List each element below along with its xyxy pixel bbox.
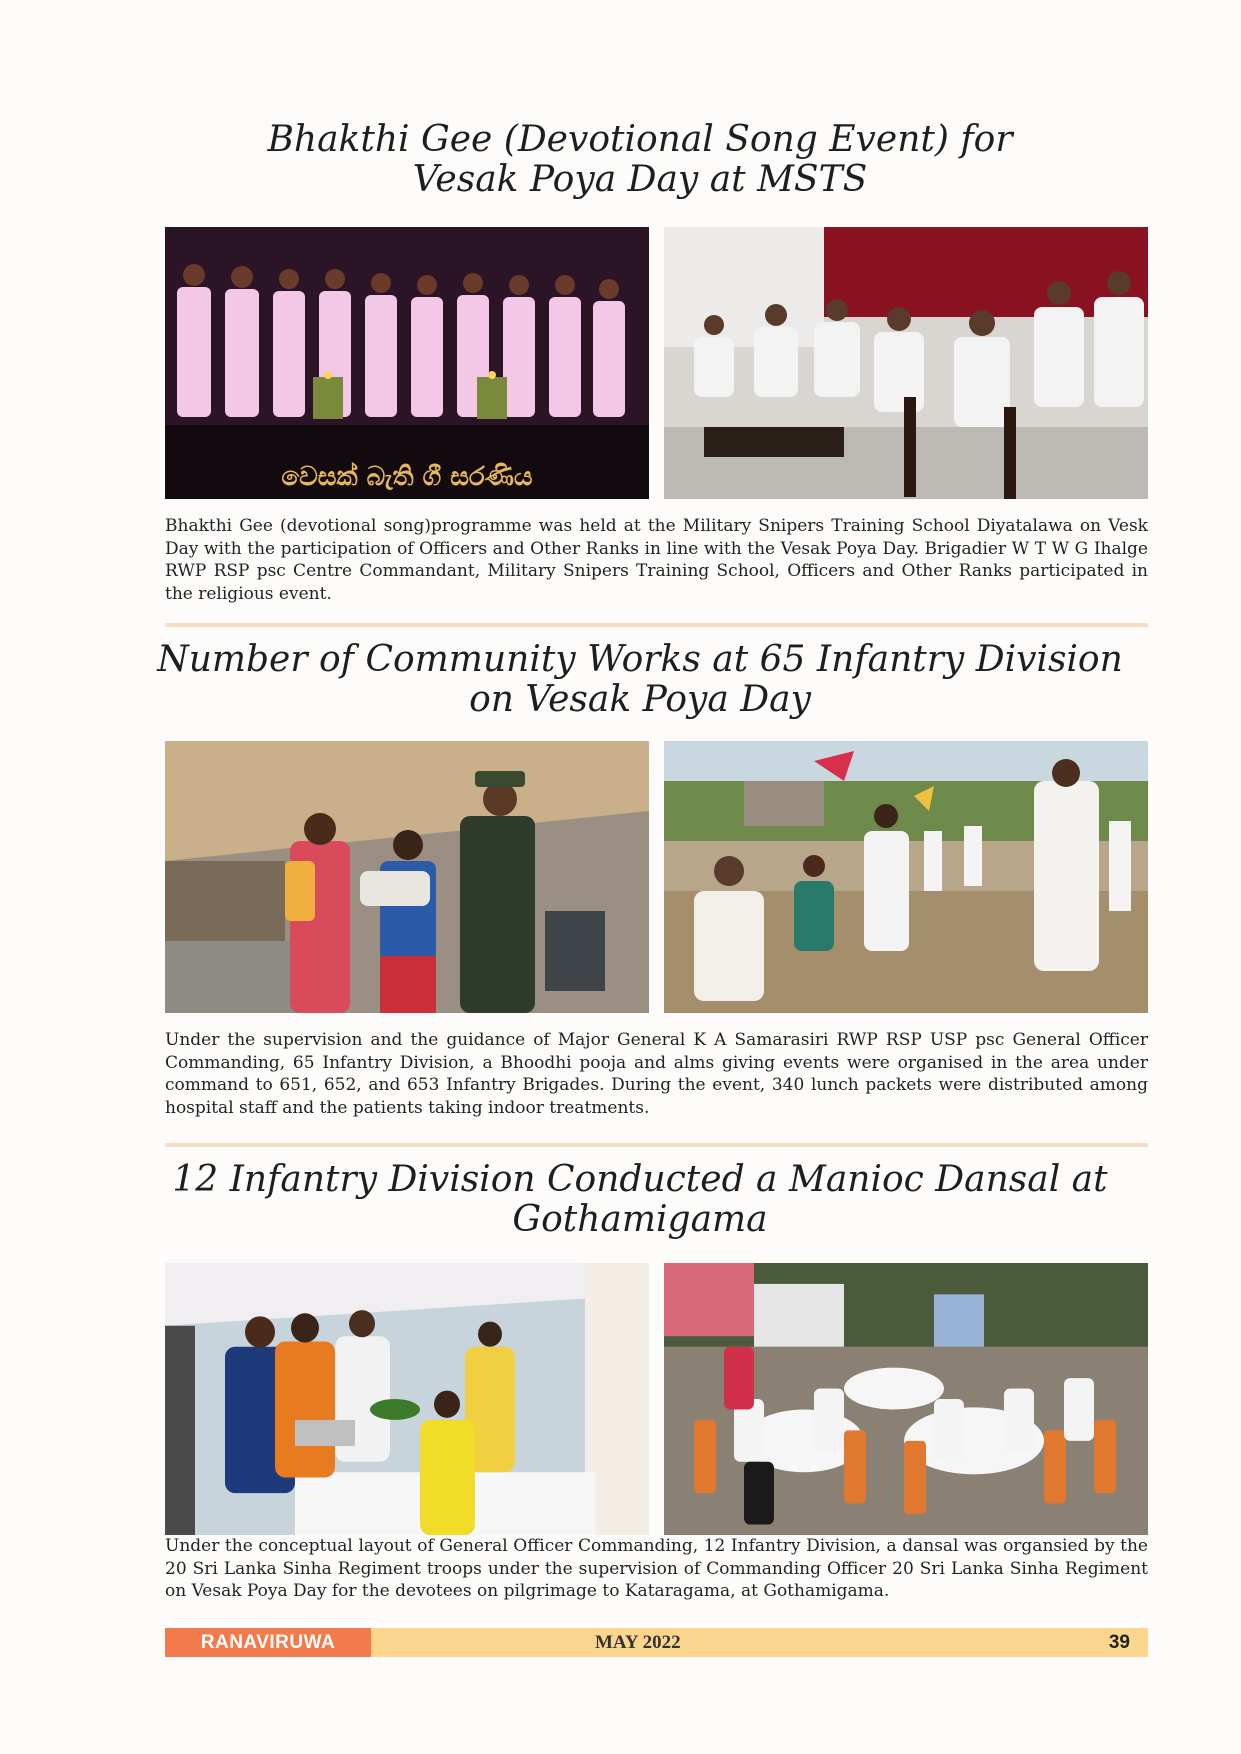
article-2-title-line1: Number of Community Works at 65 Infantry Division — [157, 639, 1123, 680]
photo-manioc-dansal-serving — [165, 1263, 649, 1535]
section-divider-2 — [165, 1143, 1148, 1147]
article-3-title — [140, 1160, 1140, 1240]
stage-banner-text: වෙසක් බැති ගී සරණිය — [281, 462, 533, 492]
article-1-title-line1: Bhakthi Gee (Devotional Song Event) for — [267, 119, 1013, 160]
photo-lunch-packet-handover — [165, 741, 649, 1013]
photo-alms-giving-outdoor — [664, 741, 1148, 1013]
page-footer — [165, 1628, 1148, 1657]
article-1-title-line2: Vesak Poya Day at MSTS — [412, 159, 868, 200]
article-2-title-line2: on Vesak Poya Day — [469, 679, 811, 720]
article-3-title-line2: Gothamigama — [512, 1199, 768, 1240]
photo-seated-audience — [664, 227, 1148, 499]
article-1-title — [140, 120, 1140, 200]
article-1-body: Bhakthi Gee (devotional song)programme was held at the Military Snipers Training School Diyatalawa on Vesk Day with the participation of Officers and Other Ranks in line with the Vesak Poya Day. Brigadier W T W G Ihalge RWP RSP psc Centre Commandant, Military Snipers Training School, Officers and Other Ranks participated in the religious event. — [165, 516, 1148, 604]
footer-issue-date: MAY 2022 — [595, 1632, 681, 1653]
footer-page-number: 39 — [1108, 1632, 1130, 1653]
article-2-title — [140, 640, 1140, 720]
footer-brand: RANAVIRUWA — [165, 1628, 371, 1657]
article-3-body: Under the conceptual layout of General Officer Commanding, 12 Infantry Division, a dansal was organsied by the 20 Sri Lanka Sinha Regiment troops under the supervision of Commanding Officer 20 Sri Lanka Sinha Regiment on Vesak Poya Day for the devotees on pilgrimage to Kataragama, at Gothamigama. — [165, 1536, 1148, 1601]
section-divider-1 — [165, 623, 1148, 627]
photo-devotional-singers — [165, 227, 649, 499]
article-2-body: Under the supervision and the guidance of Major General K A Samarasiri RWP RSP USP psc General Officer Commanding, 65 Infantry Division, a Bhoodhi pooja and alms giving events were organised in the area under command to 651, 652, and 653 Infantry Brigades. During the event, 340 lunch packets were distributed among hospital staff and the patients taking indoor treatments. — [165, 1030, 1148, 1118]
photo-devotees-dining — [664, 1263, 1148, 1535]
article-3-title-line1: 12 Infantry Division Conducted a Manioc Dansal at — [172, 1159, 1108, 1200]
